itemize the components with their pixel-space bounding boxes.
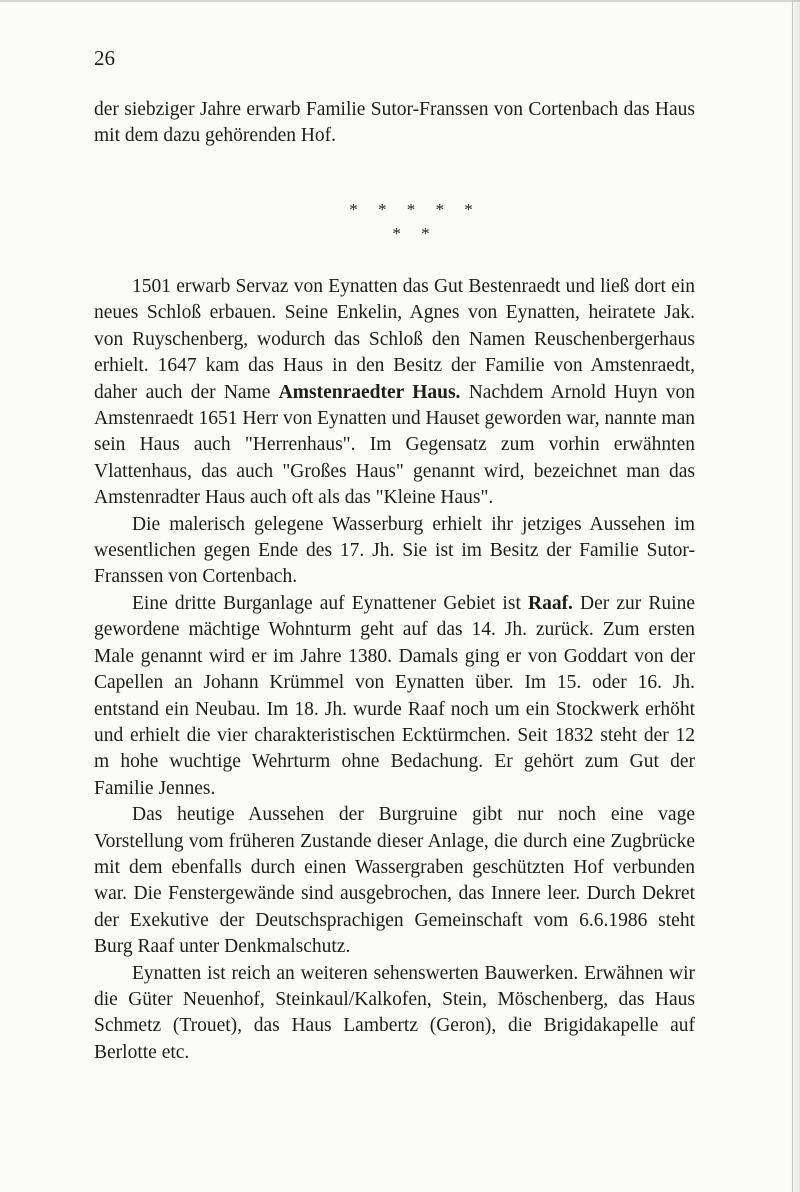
paragraph-5: Eynatten ist reich an weiteren sehenswerten Bauwerken. Erwähnen wir die Güter Neuenhof, Steinkaul/Kalkofen, Stein, Möschenberg, das Haus Schmetz (Trouet), das Haus Lambertz (Geron), die Brigidakapelle auf Berlotte etc. bbox=[94, 962, 695, 1063]
intro-paragraph bbox=[94, 97, 695, 150]
paragraph-1-bold: Amstenraedter Haus. bbox=[278, 381, 461, 403]
page-edge-line bbox=[792, 0, 793, 1192]
paragraph-1 bbox=[94, 274, 695, 512]
paragraph-3-part-2: Der zur Ruine gewordene mächtige Wohnturm geht auf das 14. Jh. zurück. Zum ersten Male genannt wird er im Jahre 1380. Damals ging er von Goddart von der Capellen an Johann Krümmel von Eynatten über. Im 15. oder 16. Jh. entstand ein Neubau. Im 18. Jh. wurde Raaf noch um ein Stockwerk erhöht und erhielt die vier charakteristischen Ecktürmchen. Seit 1832 steht der 12 m hohe wuchtige Wehrturm ohne Bedachung. Er gehört zum Gut der Familie Jennes. bbox=[94, 592, 695, 799]
paragraph-3 bbox=[94, 591, 695, 802]
main-text bbox=[94, 274, 695, 1066]
paragraph-3-bold: Raaf. bbox=[527, 592, 573, 614]
intro-text: der siebziger Jahre erwarb Familie Sutor-Franssen von Cortenbach das Haus mit dem dazu gehörenden Hof. bbox=[94, 99, 695, 147]
paragraph-1-part-1: 1501 erwarb Servaz von Eynatten das Gut Bestenraedt und ließ dort ein neues Schloß erbauen. Seine Enkelin, Agnes von Eynatten, heiratete Jak. von Ruyschenberg, wodurch das Schloß den Namen Reuschenbergerhaus erhielt. 1647 kam das Haus in den Besitz der Familie von Amstenraedt, daher auch der Name bbox=[94, 276, 695, 403]
paragraph-4: Das heutige Aussehen der Burgruine gibt nur noch eine vage Vorstellung vom früheren Zustande dieser Anlage, die durch eine Zugbrücke mit dem ebenfalls durch einen Wassergraben geschützten Hof verbunden war. Die Fenstergewände sind ausgebrochen, das Innere leer. Durch Dekret der Exekutive der Deutschsprachigen Gemeinschaft vom 6.6.1986 steht Burg Raaf unter Denkmalschutz. bbox=[94, 804, 695, 958]
page-number: 26 bbox=[94, 46, 115, 70]
top-edge-line bbox=[0, 0, 800, 2]
section-separator: * * * * * * * bbox=[349, 200, 481, 243]
paragraph-3-part-1: Eine dritte Burganlage auf Eynattener Gebiet ist bbox=[132, 592, 528, 614]
paragraph-2: Die malerisch gelegene Wasserburg erhielt ihr jetziges Aussehen im wesentlichen gegen Ende des 17. Jh. Sie ist im Besitz der Familie Sutor-Franssen von Cortenbach. bbox=[94, 513, 695, 588]
paragraph-1-part-2: Nachdem Arnold Huyn von Amstenraedt 1651 Herr von Eynatten und Hauset geworden war, nannte man sein Haus auch "Herrenhaus". Im Gegensatz zum vorhin erwähnten Vlattenhaus, das auch "Großes Haus" genannt wird, bezeichnet man das Amstenradter Haus auch oft als das "Kleine Haus". bbox=[94, 381, 695, 509]
